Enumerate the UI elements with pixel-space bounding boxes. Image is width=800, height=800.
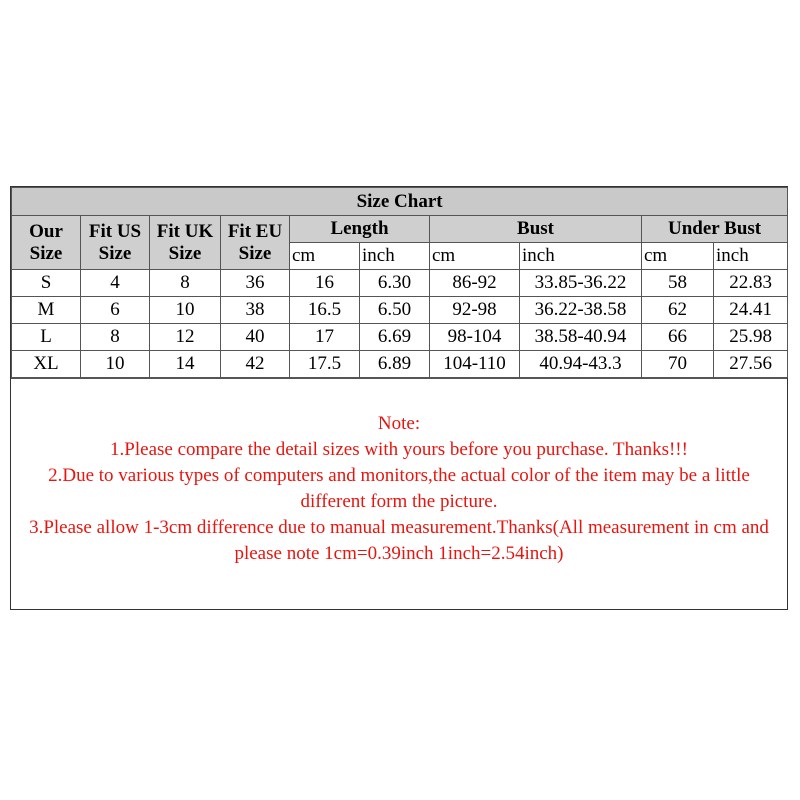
cell-length-inch: 6.69 bbox=[360, 324, 430, 351]
cell-under-bust-cm: 62 bbox=[642, 297, 714, 324]
header-fit-uk bbox=[150, 216, 221, 270]
note-line-1: 1.Please compare the detail sizes with yours before you purchase. Thanks!!! bbox=[110, 439, 688, 460]
cell-uk: 8 bbox=[150, 270, 221, 297]
header-fit-us-line1: Fit US bbox=[88, 220, 142, 242]
cell-size: S bbox=[12, 270, 81, 297]
chart-title: Size Chart bbox=[12, 188, 788, 216]
cell-bust-cm: 104-110 bbox=[430, 351, 520, 378]
cell-length-cm: 17 bbox=[290, 324, 360, 351]
cell-under-bust-inch: 24.41 bbox=[714, 297, 788, 324]
cell-uk: 10 bbox=[150, 297, 221, 324]
unit-bust-inch: inch bbox=[520, 243, 642, 270]
title-row bbox=[12, 188, 788, 216]
cell-bust-inch: 33.85-36.22 bbox=[520, 270, 642, 297]
cell-length-cm: 17.5 bbox=[290, 351, 360, 378]
header-fit-eu-line1: Fit EU bbox=[227, 220, 283, 242]
unit-under-bust-cm: cm bbox=[642, 243, 714, 270]
cell-under-bust-inch: 25.98 bbox=[714, 324, 788, 351]
header-row bbox=[12, 216, 788, 243]
cell-eu: 36 bbox=[221, 270, 290, 297]
header-fit-eu bbox=[221, 216, 290, 270]
unit-length-inch: inch bbox=[360, 243, 430, 270]
cell-length-cm: 16.5 bbox=[290, 297, 360, 324]
note-line-3: 3.Please allow 1-3cm difference due to manual measurement.Thanks(All measurement in cm and please note 1cm=0.39inch 1inch=2.54inch) bbox=[29, 517, 769, 564]
header-fit-eu-line2: Size bbox=[238, 242, 272, 264]
cell-eu: 42 bbox=[221, 351, 290, 378]
cell-bust-cm: 86-92 bbox=[430, 270, 520, 297]
cell-bust-inch: 36.22-38.58 bbox=[520, 297, 642, 324]
cell-us: 8 bbox=[81, 324, 150, 351]
header-fit-us-line2: Size bbox=[98, 242, 132, 264]
note-heading: Note: bbox=[377, 413, 421, 434]
cell-size: M bbox=[12, 297, 81, 324]
header-length: Length bbox=[290, 216, 430, 243]
cell-eu: 40 bbox=[221, 324, 290, 351]
cell-length-inch: 6.50 bbox=[360, 297, 430, 324]
cell-bust-inch: 38.58-40.94 bbox=[520, 324, 642, 351]
table-row bbox=[12, 351, 788, 378]
cell-under-bust-inch: 27.56 bbox=[714, 351, 788, 378]
cell-bust-cm: 92-98 bbox=[430, 297, 520, 324]
unit-bust-cm: cm bbox=[430, 243, 520, 270]
cell-us: 4 bbox=[81, 270, 150, 297]
cell-length-inch: 6.30 bbox=[360, 270, 430, 297]
header-our-size-line2: Size bbox=[29, 242, 63, 264]
cell-length-cm: 16 bbox=[290, 270, 360, 297]
table-row bbox=[12, 270, 788, 297]
header-our-size bbox=[12, 216, 81, 270]
cell-under-bust-cm: 66 bbox=[642, 324, 714, 351]
cell-under-bust-cm: 58 bbox=[642, 270, 714, 297]
header-our-size-line1: Our bbox=[29, 220, 63, 242]
cell-under-bust-cm: 70 bbox=[642, 351, 714, 378]
note-box bbox=[11, 378, 787, 609]
cell-bust-inch: 40.94-43.3 bbox=[520, 351, 642, 378]
cell-us: 10 bbox=[81, 351, 150, 378]
cell-us: 6 bbox=[81, 297, 150, 324]
cell-size: L bbox=[12, 324, 81, 351]
header-fit-uk-line1: Fit UK bbox=[156, 220, 214, 242]
cell-uk: 14 bbox=[150, 351, 221, 378]
size-table bbox=[11, 187, 788, 378]
header-bust: Bust bbox=[430, 216, 642, 243]
header-fit-us bbox=[81, 216, 150, 270]
unit-under-bust-inch: inch bbox=[714, 243, 788, 270]
header-under-bust: Under Bust bbox=[642, 216, 788, 243]
unit-length-cm: cm bbox=[290, 243, 360, 270]
cell-bust-cm: 98-104 bbox=[430, 324, 520, 351]
cell-under-bust-inch: 22.83 bbox=[714, 270, 788, 297]
table-row bbox=[12, 297, 788, 324]
header-fit-uk-line2: Size bbox=[168, 242, 202, 264]
cell-eu: 38 bbox=[221, 297, 290, 324]
size-chart bbox=[10, 186, 788, 610]
cell-uk: 12 bbox=[150, 324, 221, 351]
cell-length-inch: 6.89 bbox=[360, 351, 430, 378]
cell-size: XL bbox=[12, 351, 81, 378]
note-line-2: 2.Due to various types of computers and monitors,the actual color of the item may be a little different form the picture. bbox=[48, 465, 750, 512]
table-row bbox=[12, 324, 788, 351]
